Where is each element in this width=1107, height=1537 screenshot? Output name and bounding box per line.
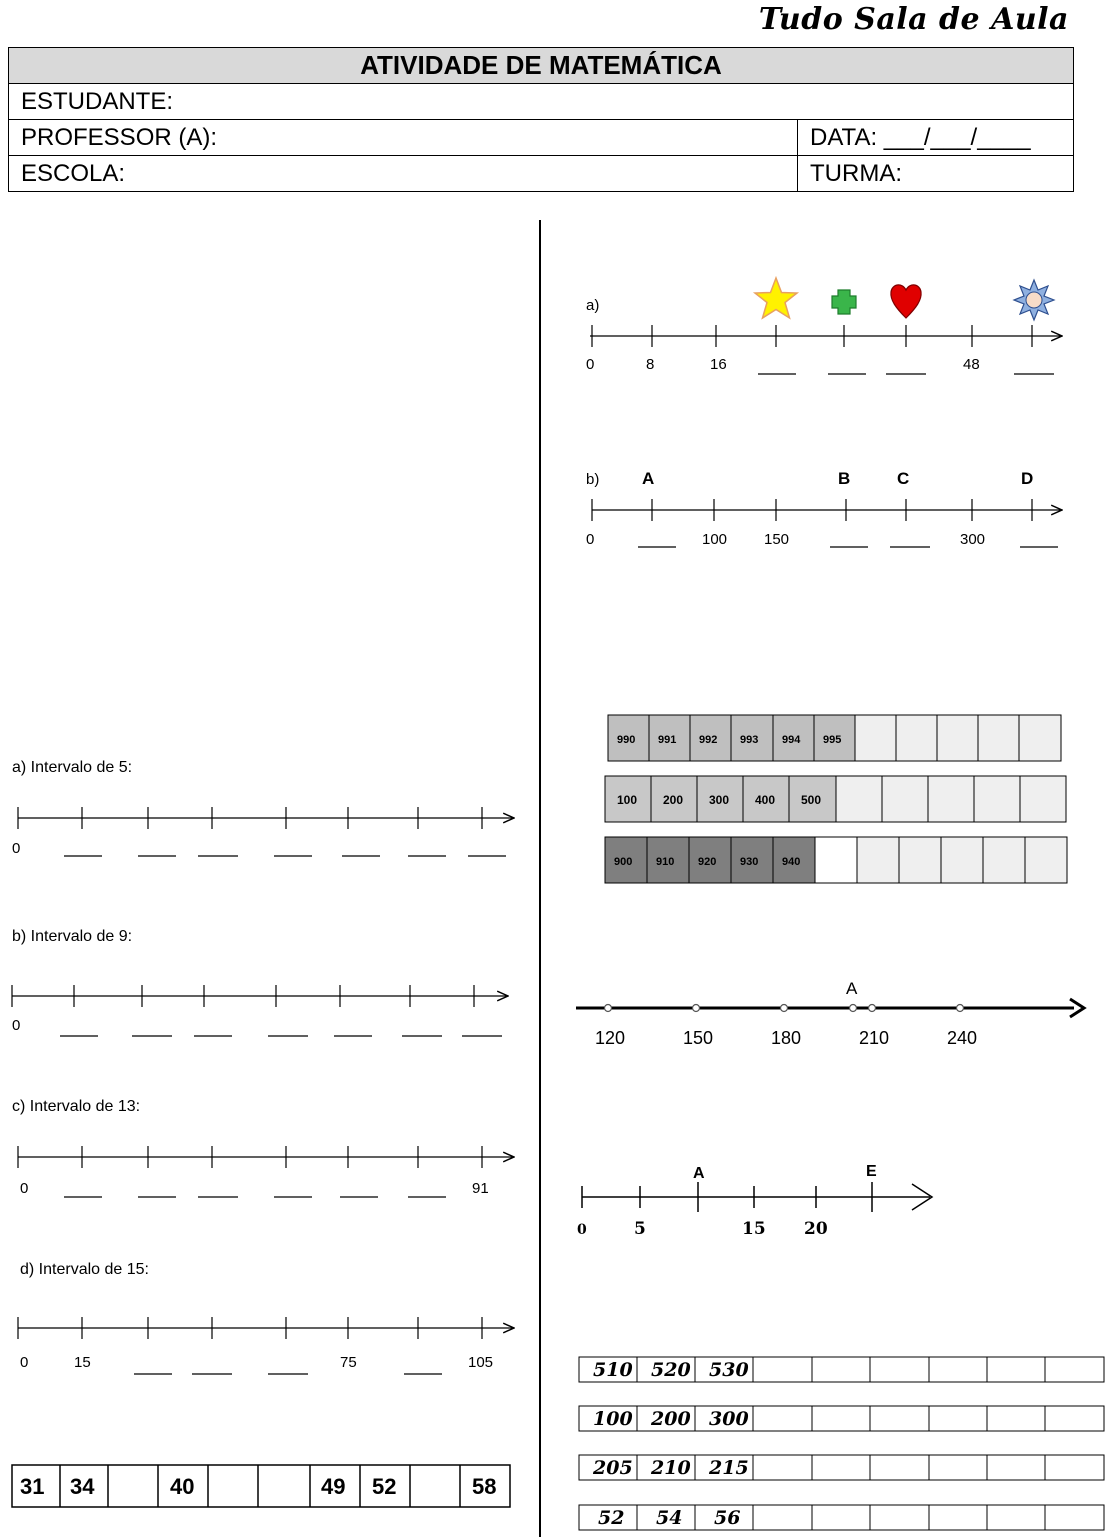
left-d-label-3: 105 — [468, 1354, 494, 1371]
page-title: ATIVIDADE DE MATEMÁTICA — [9, 48, 1074, 84]
svg-text:5: 5 — [634, 1219, 646, 1239]
star-icon — [755, 278, 797, 318]
grid-cell: 510 — [593, 1359, 633, 1381]
grid-cell: 205 — [593, 1457, 633, 1479]
row3-cell: 900 — [614, 856, 633, 868]
left-b-title: b) Intervalo de 9: — [12, 928, 133, 945]
left-c-title: c) Intervalo de 13: — [12, 1098, 141, 1115]
svg-text:48: 48 — [963, 356, 980, 373]
right-line4-numbers — [577, 1219, 828, 1239]
plus-icon — [832, 290, 856, 314]
heart-icon — [891, 285, 921, 318]
svg-text:210: 210 — [859, 1028, 890, 1048]
right-line3-point-a: A — [846, 979, 858, 998]
right-b-numbers — [586, 531, 985, 548]
left-d-title: d) Intervalo de 15: — [20, 1261, 149, 1278]
grid-cell: 530 — [709, 1359, 749, 1381]
grid-row-4 — [579, 1505, 1104, 1530]
svg-text:16: 16 — [710, 356, 727, 373]
svg-text:240: 240 — [947, 1028, 978, 1048]
sequence-cell: 49 — [321, 1474, 346, 1499]
svg-text:300: 300 — [960, 531, 986, 548]
svg-text:D: D — [1021, 469, 1034, 488]
grid-cell: 520 — [651, 1359, 691, 1381]
brand-logo: Tudo Sala de Aula — [758, 2, 1069, 37]
row1-cell: 995 — [823, 734, 842, 746]
row3-cell: 930 — [740, 856, 759, 868]
grid-row-1 — [579, 1357, 1104, 1382]
grid-cell: 200 — [651, 1408, 691, 1430]
right-a-label: a) — [586, 297, 600, 314]
row1-cell: 991 — [658, 734, 677, 746]
left-a-start: 0 — [12, 840, 21, 857]
teacher-field[interactable]: PROFESSOR (A): — [9, 120, 798, 156]
svg-text:C: C — [897, 469, 910, 488]
student-field[interactable]: ESTUDANTE: — [9, 84, 1074, 120]
class-field[interactable]: TURMA: — [798, 156, 1074, 192]
right-a-numbers — [586, 356, 980, 373]
row2-cell: 100 — [617, 793, 638, 807]
svg-text:0: 0 — [586, 356, 595, 373]
right-b-letters — [642, 469, 1033, 488]
row1-cell: 993 — [740, 734, 759, 746]
row3-cell: 920 — [698, 856, 717, 868]
left-d-label-1: 15 — [74, 1354, 91, 1371]
right-line3-numbers — [595, 1028, 977, 1048]
sequence-cell: 31 — [20, 1474, 45, 1499]
grid-cell: 300 — [709, 1408, 749, 1430]
grid-row-2 — [579, 1406, 1104, 1431]
svg-text:100: 100 — [702, 531, 728, 548]
grid-cell: 56 — [714, 1507, 741, 1529]
svg-text:180: 180 — [771, 1028, 802, 1048]
row2-cell: 400 — [755, 793, 776, 807]
grid-cell: 54 — [656, 1507, 683, 1529]
svg-text:A: A — [693, 1165, 705, 1182]
svg-text:8: 8 — [646, 356, 655, 373]
row1-cell: 994 — [782, 734, 801, 746]
svg-text:B: B — [838, 469, 851, 488]
row2-cell: 300 — [709, 793, 730, 807]
cell-row-1 — [608, 715, 1061, 761]
grid-cell: 100 — [593, 1408, 633, 1430]
left-a-title: a) Intervalo de 5: — [12, 759, 133, 776]
row3-cell: 940 — [782, 856, 801, 868]
row1-cell: 992 — [699, 734, 718, 746]
sequence-cell: 52 — [372, 1474, 397, 1499]
left-c-end: 91 — [472, 1180, 489, 1197]
svg-text:A: A — [642, 469, 655, 488]
sequence-cell: 58 — [472, 1474, 497, 1499]
svg-text:15: 15 — [742, 1219, 766, 1239]
left-b-start: 0 — [12, 1017, 21, 1034]
cell-row-3 — [605, 837, 1067, 883]
svg-text:150: 150 — [683, 1028, 714, 1048]
left-d-label-0: 0 — [20, 1354, 29, 1371]
right-line4-letters — [693, 1163, 877, 1182]
grid-row-3 — [579, 1455, 1104, 1480]
school-field[interactable]: ESCOLA: — [9, 156, 798, 192]
cell-row-2 — [605, 776, 1066, 822]
svg-text:E: E — [866, 1163, 877, 1180]
svg-text:20: 20 — [804, 1219, 828, 1239]
left-c-start: 0 — [20, 1180, 29, 1197]
grid-cell: 52 — [598, 1507, 625, 1529]
right-b-label: b) — [586, 471, 600, 488]
svg-text:0: 0 — [577, 1222, 587, 1238]
svg-text:0: 0 — [586, 531, 595, 548]
row2-cell: 200 — [663, 793, 684, 807]
svg-text:120: 120 — [595, 1028, 626, 1048]
sequence-cell: 34 — [70, 1474, 95, 1499]
sequence-dividers — [60, 1465, 460, 1507]
left-d-label-2: 75 — [340, 1354, 357, 1371]
row2-cell: 500 — [801, 793, 822, 807]
grid-cell: 210 — [651, 1457, 691, 1479]
row1-cell: 990 — [617, 734, 636, 746]
sequence-cell: 40 — [170, 1474, 195, 1499]
svg-text:150: 150 — [764, 531, 790, 548]
date-field[interactable]: DATA: ___/___/____ — [798, 120, 1074, 156]
grid-cell: 215 — [709, 1457, 749, 1479]
sun-icon — [1014, 280, 1054, 320]
row3-cell: 910 — [656, 856, 675, 868]
